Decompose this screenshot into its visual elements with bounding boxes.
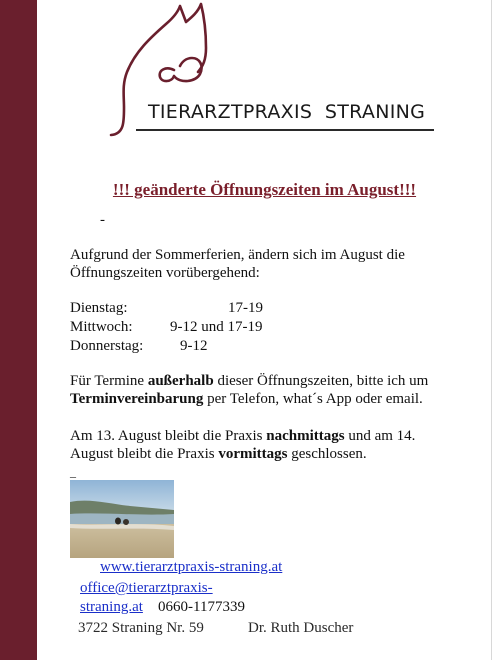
text-segment: geschlossen. <box>287 446 367 462</box>
website-link-text[interactable]: www.tierarztpraxis-straning.at <box>100 559 283 575</box>
small-dash: _ <box>70 465 76 479</box>
bold-segment: Terminvereinbarung <box>70 391 204 407</box>
hours-row-dienstag <box>70 299 263 317</box>
text-segment: dieser Öffnungszeiten, bitte ich um <box>213 373 429 389</box>
phone-number: 0660-1177339 <box>158 599 245 615</box>
hours-row-donnerstag <box>70 337 208 355</box>
bold-segment: vormittags <box>218 446 288 462</box>
brand-underline <box>136 129 434 131</box>
appointment-paragraph <box>70 372 435 408</box>
hours-row-mittwoch <box>70 318 263 336</box>
page-edge-rule <box>491 0 492 660</box>
headline: !!! geänderte Öffnungszeiten im August!!! <box>112 180 417 199</box>
text-segment: Am 13. August bleibt die Praxis <box>70 428 267 444</box>
intro-paragraph: Aufgrund der Sommerferien, ändern sich im August die Öffnungszeiten vorübergehend: <box>70 247 405 281</box>
doctor-name: Dr. Ruth Duscher <box>248 620 354 636</box>
bold-segment: nachmittags <box>266 428 345 444</box>
hours-time: 17-19 <box>228 300 263 316</box>
practice-name: TIERARZTPRAXIS STRANING <box>148 101 426 123</box>
address: 3722 Straning Nr. 59 <box>78 620 204 636</box>
text-segment: Für Termine <box>70 373 148 389</box>
closure-paragraph <box>70 427 430 463</box>
text-segment: und am 14. August bleibt die Praxis <box>70 428 416 462</box>
email-link-text-line1[interactable]: office@tierarztpraxis- <box>80 580 213 596</box>
hours-time: 9-12 <box>180 338 208 354</box>
hours-day: Donnerstag: <box>70 338 144 354</box>
text-segment: per Telefon, what´s App oder email. <box>203 391 423 407</box>
hours-day: Mittwoch: <box>70 319 133 335</box>
hours-time: 9-12 und 17-19 <box>170 319 263 335</box>
website-link[interactable] <box>100 559 282 576</box>
email-link-text-line2[interactable]: straning.at <box>80 599 143 615</box>
bold-segment: außerhalb <box>147 373 214 389</box>
email-link[interactable] <box>80 580 213 597</box>
email-link-continuation[interactable] <box>80 599 143 616</box>
dash-separator: - <box>100 212 105 228</box>
hours-day: Dienstag: <box>70 300 128 316</box>
sidebar-band <box>0 0 37 660</box>
beach-photo <box>70 480 174 558</box>
